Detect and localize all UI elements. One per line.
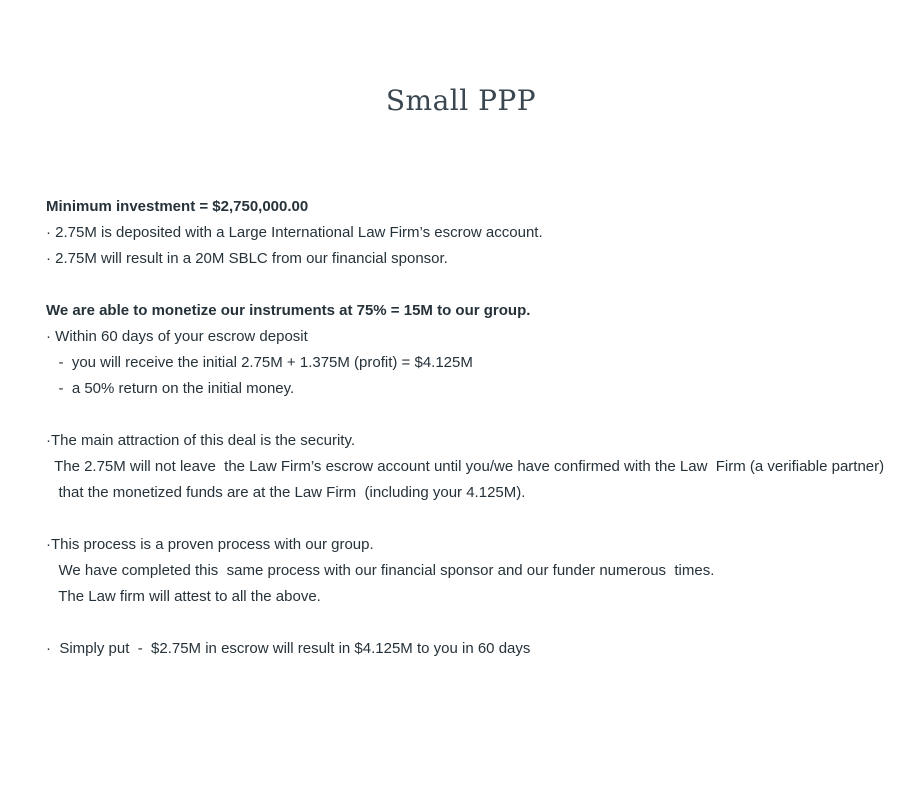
bullet-proven-process: ·This process is a proven process with our group. [46,536,374,553]
minimum-investment-heading: Minimum investment = $2,750,000.00 [46,198,309,215]
bullet-security: ·The main attraction of this deal is the security. [46,432,356,449]
document-body [46,194,906,662]
security-line-1: The 2.75M will not leave the Law Firm’s escrow account until you/we have confirmed with the Law Firm (a verifiable partner) [46,458,885,475]
bullet-within-60-days: · Within 60 days of your escrow deposit [46,328,308,345]
sub-item-receive: - you will receive the initial 2.75M + 1.375M (profit) = $4.125M [46,354,473,371]
bullet-sblc: · 2.75M will result in a 20M SBLC from our financial sponsor. [46,250,448,267]
spacer [46,272,906,298]
security-line-2: that the monetized funds are at the Law Firm (including your 4.125M). [46,484,526,501]
monetize-heading: We are able to monetize our instruments at 75% = 15M to our group. [46,302,531,319]
spacer [46,506,906,532]
bullet-simply-put: · Simply put - $2.75M in escrow will result in $4.125M to you in 60 days [46,640,531,657]
spacer [46,610,906,636]
process-line-1: We have completed this same process with our financial sponsor and our funder numerous times. [46,562,715,579]
sub-item-return: - a 50% return on the initial money. [46,380,295,397]
spacer [46,402,906,428]
process-line-2: The Law firm will attest to all the above. [46,588,321,605]
page-title: Small PPP [385,84,537,117]
bullet-deposit: · 2.75M is deposited with a Large International Law Firm’s escrow account. [46,224,543,241]
